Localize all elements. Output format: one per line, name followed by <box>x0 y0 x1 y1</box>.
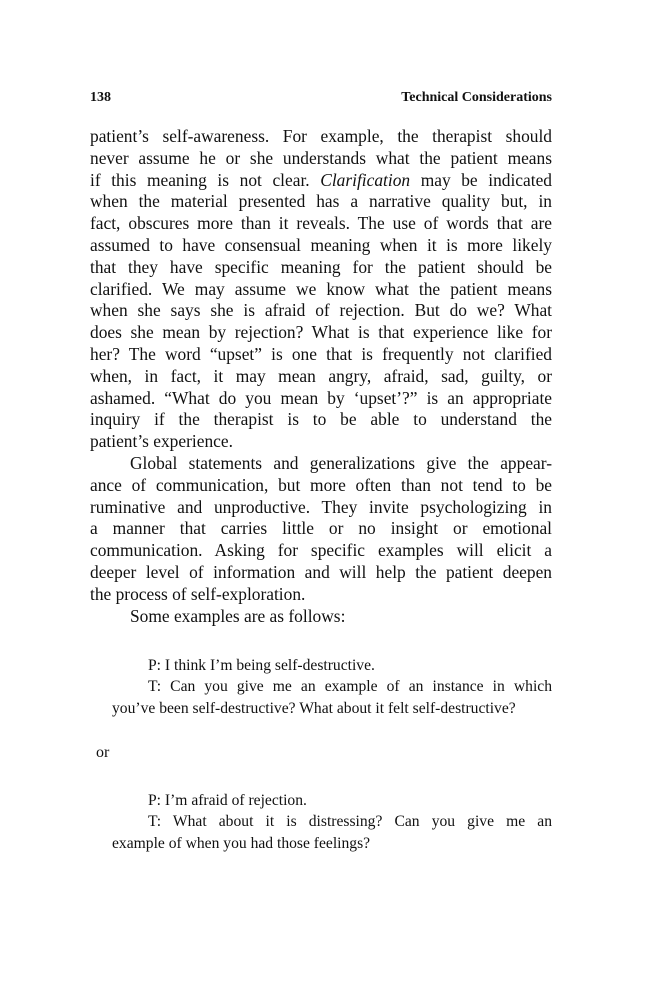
text-line <box>90 170 552 192</box>
patient-line: P: I’m afraid of rejection. <box>148 792 307 809</box>
text-line: deeper level of information and will help the patient deepen <box>90 561 552 582</box>
text-line: assumed to have consensual meaning when it is more likely <box>90 234 552 255</box>
text-line: Some examples are as follows: <box>130 605 346 626</box>
page-header <box>90 90 552 110</box>
text-line: ruminative and unproductive. They invite psychologizing in <box>90 496 552 517</box>
dialogue-example-1 <box>112 655 552 719</box>
page-number: 138 <box>90 90 111 105</box>
text-line: patient’s experience. <box>90 431 233 452</box>
therapist-line: you’ve been self-destructive? What about it felt self-destructive? <box>112 699 516 717</box>
patient-line: P: I think I’m being self-destructive. <box>148 657 375 674</box>
body-text <box>90 126 552 627</box>
connector-word: or <box>96 744 110 761</box>
therapist-line: example of when you had those feelings? <box>112 834 371 852</box>
text-line: never assume he or she understands what the patient means <box>90 147 552 168</box>
text-line: her? The word “upset” is one that is frequently not clarified <box>90 343 552 364</box>
text-line: does she mean by rejection? What is that experience like for <box>90 322 552 343</box>
text-segment: if this meaning is not clear. <box>90 169 321 190</box>
text-line: when the material presented has a narrative quality but, in <box>90 191 552 212</box>
running-head: Technical Considerations <box>401 90 552 105</box>
text-line: patient’s self-awareness. For example, the therapist should <box>90 126 552 146</box>
text-line: ance of communication, but more often than not tend to be <box>90 474 552 495</box>
text-line: a manner that carries little or no insight or emotional <box>90 518 552 539</box>
text-line: when, in fact, it may mean angry, afraid, sad, guilty, or <box>90 365 552 386</box>
text-line: when she says she is afraid of rejection. But do we? What <box>90 300 552 321</box>
therapist-line: T: Can you give me an example of an instance in which <box>148 678 552 696</box>
therapist-line: T: What about it is distressing? Can you give me an <box>148 813 552 831</box>
dialogue-example-2 <box>112 790 552 854</box>
text-line: the process of self-exploration. <box>90 583 306 604</box>
text-line: Global statements and generalizations give the appear- <box>130 452 552 473</box>
text-line: ashamed. “What do you mean by ‘upset’?” is an appropriate <box>90 387 552 408</box>
text-line: fact, obscures more than it reveals. The use of words that are <box>90 213 552 234</box>
text-line: communication. Asking for specific examples will elicit a <box>90 540 552 561</box>
text-line: inquiry if the therapist is to be able to understand the <box>90 409 552 430</box>
emphasis-term: Clarification <box>320 169 411 190</box>
text-segment: may be indicated <box>410 169 552 190</box>
text-line: that they have specific meaning for the patient should be <box>90 256 552 277</box>
text-line: clarified. We may assume we know what the patient means <box>90 278 552 299</box>
